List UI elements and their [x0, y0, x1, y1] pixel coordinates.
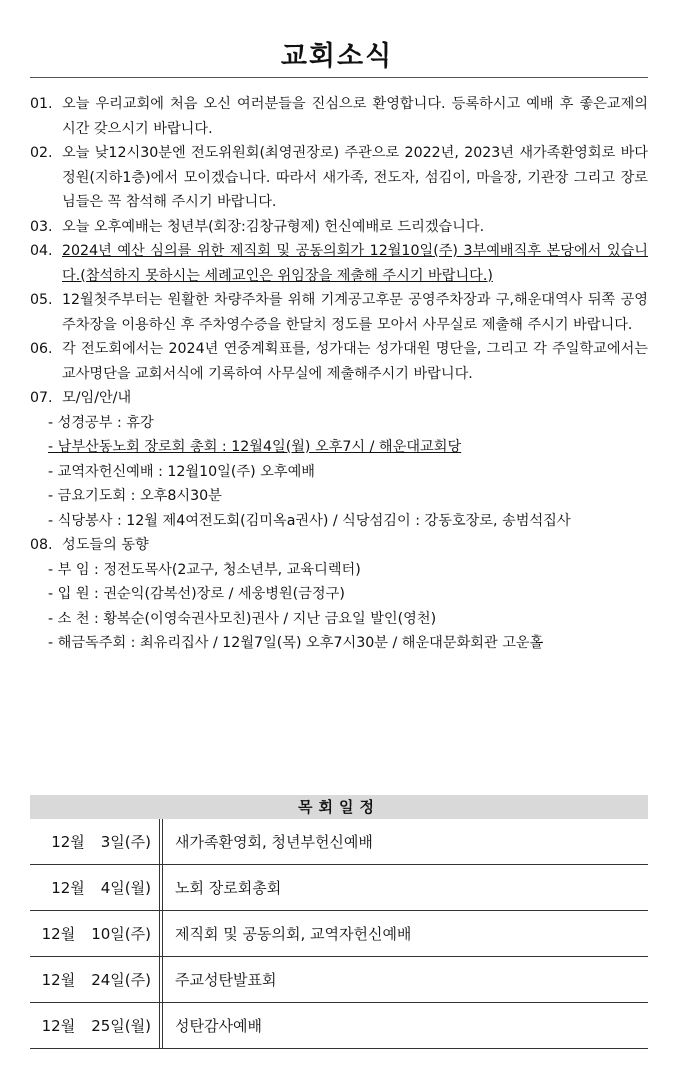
news-number: 07.	[30, 390, 53, 406]
schedule-month: 12월	[41, 971, 76, 989]
meeting-item: - 성경공부 : 휴강	[48, 414, 154, 431]
meeting-item: - 금요기도회 : 오후8시30분	[48, 488, 222, 504]
news-item	[30, 386, 648, 411]
title-divider	[30, 77, 648, 78]
news-text: 2024년 예산 심의를 위한 제직회 및 공동의회가 12월10일(주) 3부예배직후 본당에서 있습니다.(참석하지 못하시는 세례교인은 위임장을 제출해 주시기 바랍니다.)	[62, 243, 648, 284]
schedule-date	[30, 911, 163, 956]
schedule-day: 4일(월)	[100, 879, 151, 897]
news-text: 오늘 낮12시30분엔 전도위원회(최영권장로) 주관으로 2022년, 2023년 새가족환영회로 바다정원(지하1층)에서 모이겠습니다. 따라서 새가족, 전도자, 섬김이, 마을장, 기관장 그리고 장로님들은 꼭 참석해 주시기 바랍니다.	[62, 145, 648, 210]
news-item	[30, 533, 648, 558]
news-item	[30, 288, 648, 337]
member-item: - 소 천 : 황복순(이영숙권사모친)권사 / 지난 금요일 발인(영천)	[48, 610, 437, 627]
news-item	[30, 337, 648, 386]
schedule-day: 25일(월)	[91, 1017, 151, 1035]
news-number: 02.	[30, 145, 53, 161]
schedule-header: 목회일정	[30, 795, 648, 819]
table-row	[30, 819, 648, 865]
news-text: 오늘 오후예배는 청년부(회장:김창규형제) 헌신예배로 드리겠습니다.	[62, 218, 485, 235]
table-row	[30, 865, 648, 911]
schedule-day: 24일(주)	[91, 971, 151, 989]
table-row	[30, 1003, 648, 1049]
news-text: 성도들의 동향	[62, 537, 149, 553]
table-row	[30, 957, 648, 1003]
news-list	[30, 92, 648, 656]
schedule-event: 성탄감사예배	[175, 1017, 262, 1035]
schedule-table	[30, 795, 648, 1049]
schedule-event: 제직회 및 공동의회, 교역자헌신예배	[175, 925, 412, 943]
schedule-month: 12월	[51, 879, 85, 897]
member-item: - 부 임 : 정전도목사(2교구, 청소년부, 교육디렉터)	[48, 561, 361, 578]
schedule-month: 12월	[51, 833, 85, 851]
schedule-month: 12월	[41, 925, 76, 943]
news-number: 06.	[30, 341, 53, 357]
news-item	[30, 141, 648, 215]
schedule-date	[30, 957, 163, 1002]
news-text: 각 전도회에서는 2024년 연중계획표를, 성가대는 성가대원 명단을, 그리고 각 주일학교에서는 교사명단을 교회서식에 기록하여 사무실에 제출해주시기 바랍니다.	[62, 341, 648, 382]
news-item	[30, 239, 648, 288]
meeting-item: - 남부산동노회 장로회 총회 : 12월4일(월) 오후7시 / 해운대교회당	[48, 439, 462, 455]
schedule-day: 10일(주)	[91, 925, 151, 943]
meeting-item: - 교역자헌신예배 : 12월10일(주) 오후예배	[48, 463, 315, 480]
news-number: 03.	[30, 218, 53, 235]
news-text: 오늘 우리교회에 처음 오신 여러분들을 진심으로 환영합니다. 등록하시고 예배 후 좋은교제의 시간 갖으시기 바랍니다.	[62, 96, 648, 137]
schedule-event: 노회 장로회총회	[175, 879, 282, 897]
schedule-date	[30, 819, 163, 864]
meeting-item: - 식당봉사 : 12월 제4여전도회(김미옥a권사) / 식당섬김이 : 강동호장로, 송범석집사	[48, 512, 571, 529]
table-row	[30, 911, 648, 957]
news-item	[30, 215, 648, 240]
page-title: 교회소식	[280, 41, 394, 72]
news-text: 12월첫주부터는 원활한 차량주차를 위해 기계공고후문 공영주차장과 구,해운대역사 뒤쪽 공영주차장을 이용하신 후 주차영수증을 한달치 정도를 모아서 사무실로 제출해 주시기 바랍니다.	[62, 292, 648, 333]
member-item: - 해금독주회 : 최유리집사 / 12월7일(목) 오후7시30분 / 해운대문화회관 고운홀	[48, 635, 544, 651]
schedule-event: 새가족환영회, 청년부헌신예배	[175, 833, 373, 851]
news-number: 08.	[30, 537, 53, 553]
member-item: - 입 원 : 권순익(감복선)장로 / 세웅병원(금정구)	[48, 586, 345, 602]
news-number: 01.	[30, 96, 53, 112]
news-item	[30, 92, 648, 141]
schedule-date	[30, 1003, 163, 1048]
schedule-month: 12월	[41, 1017, 76, 1035]
news-number: 04.	[30, 243, 53, 259]
schedule-date	[30, 865, 163, 910]
schedule-event: 주교성탄발표회	[175, 971, 277, 989]
schedule-day: 3일(주)	[100, 833, 151, 851]
news-text: 모/임/안/내	[62, 390, 132, 406]
news-number: 05.	[30, 292, 53, 308]
